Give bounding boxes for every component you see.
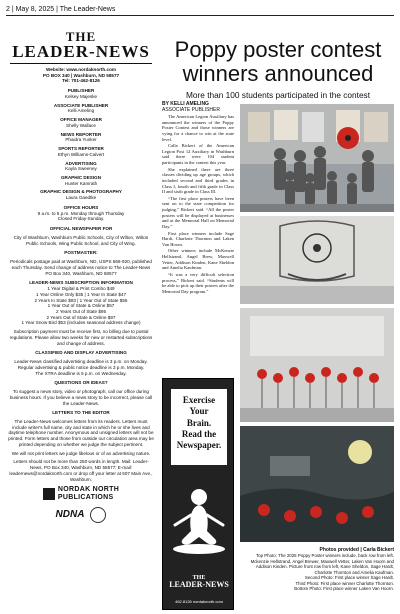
- article-paragraph: “The first place posters have been sent on to the state competition for judging,” Bickert said. “All the poster posters will be displayed at businesses and at the Memorial Hall on Memorial Day.”: [162, 195, 234, 229]
- byline-role: ASSOCIATE PUBLISHER: [162, 107, 220, 113]
- nordak-logo-text: [58, 486, 119, 501]
- article-paragraph: “It was a very difficult selection process,” Bickert said. “Students will be able to pick up their posters after the Memorial Day program.”: [162, 271, 234, 294]
- nordak-line: PUBLICATIONS: [57, 493, 114, 501]
- classified-advertising: [6, 350, 156, 376]
- byline-name: BY KELLI AMELING: [162, 101, 209, 107]
- staff-graphic-design-photography: [6, 189, 156, 200]
- section-text: Leader-News classified advertising deadline is 3 p.m. on Monday. Regular advertising & public notice deadline is 3 p.m. Monday.: [14, 359, 148, 370]
- masthead-rule: [10, 63, 152, 64]
- staff-name: Ethyn Williams-Calvert: [57, 151, 105, 157]
- ad-brand-the: THE: [192, 575, 206, 581]
- caption-third: Third Photo: First place winner Charlotte Thornton.: [295, 580, 394, 586]
- seal-icon: [90, 507, 106, 523]
- article-deck: More than 100 students participated in the contest: [185, 90, 371, 100]
- poster-illustration: [240, 216, 394, 304]
- section-title: OFFICE HOURS: [63, 204, 99, 210]
- section-text: Periodicals postage paid at Washburn, ND, USPS 666-920, published each Thursday. Send change of address notice to The Leader-News PO Box 340, Washburn, ND 58577: [10, 259, 152, 276]
- official-newspaper: [6, 226, 156, 246]
- ad-brand: [163, 575, 235, 589]
- photo-first-place-laken-van-hoorn: [240, 426, 394, 542]
- masthead-address: PO BOX 340 | Washburn, ND 58577: [42, 72, 120, 78]
- folio-text: 2 | May 8, 2025 | The Leader-News: [6, 6, 116, 13]
- section-text: We will not print letters we judge libelous or of an advertising nature.: [11, 450, 151, 456]
- section-title: QUESTIONS OR IDEAS?: [54, 380, 108, 386]
- office-hours: [6, 205, 156, 222]
- section-title: LETTERS TO THE EDITOR: [52, 410, 110, 416]
- photo-first-place-charlotte-thornton: [240, 308, 394, 422]
- subscription-line: 2 Years Out of State $95: [55, 308, 107, 314]
- photo-group-winners: [240, 104, 394, 212]
- staff-name: Kelsey Majeske: [64, 93, 98, 99]
- poster-illustration: [240, 308, 394, 422]
- nordak-north-logo: [6, 486, 156, 501]
- staff-role: ADVERTISING: [65, 160, 97, 166]
- association-badges: [6, 507, 156, 523]
- article-headline: Poppy poster contest winners announced: [174, 37, 382, 87]
- masthead-column: [6, 18, 156, 610]
- house-ad[interactable]: [162, 378, 234, 610]
- section-title: POSTMASTER:: [64, 250, 98, 256]
- article-paragraph: First place winners include Sage Hardt, Charlotte Thornton and Laken Van Hoorn.: [162, 230, 234, 247]
- ad-message-card: [171, 389, 227, 465]
- photo-credit: Photos provided | Carla Bickert: [319, 547, 394, 553]
- subscription-line: 1 Year Digital & Print Combo $49: [47, 286, 115, 292]
- staff-name: Hunter Kamrath: [64, 180, 98, 186]
- article-paragraph: She explained there are three classes dividing up age groups, which included second and third grades in Class I, fourth and fifth grade in Class II and sixth grade in Class III.: [162, 166, 234, 195]
- staff-role: OFFICE MANAGER: [60, 117, 102, 123]
- article-paragraph: Calla Bickert of the American Legion Post 12 Auxiliary in Washburn said there were 104 student participants in the contest this year.: [162, 143, 234, 165]
- ad-line: Read the: [181, 428, 217, 439]
- subscription-line: 2 Years In State $83 | 1 Year Out of State $55: [34, 297, 128, 303]
- poster-illustration: [240, 426, 394, 542]
- staff-role: SPORTS REPORTER: [58, 146, 104, 152]
- ad-line: Newspaper.: [176, 440, 222, 450]
- section-text: The XTRA deadline is 5 p.m. on Wednesday.: [35, 370, 127, 376]
- section-text: City of Washburn, Washburn Public Schools, City of Wilton, Wilton Public Schools, Wing Public School, and City of Wing.: [13, 234, 149, 246]
- staff-role: NEWS REPORTER: [60, 131, 102, 137]
- caption-second: Second Photo: First place winner Sage Hardt.: [304, 575, 394, 581]
- staff-role: GRAPHIC DESIGN & PHOTOGRAPHY: [40, 189, 122, 195]
- staff-associate-publisher: [6, 103, 156, 114]
- nordak-line: NORDAK NORTH: [57, 486, 120, 494]
- masthead-website: Website: www.nordaknorth.com: [46, 67, 116, 72]
- caption-bottom: Bottom Photo: First place winner Laken Van Hoorn.: [294, 586, 394, 592]
- ndna-logo: NDNA: [55, 508, 85, 520]
- subscription-line: 1 Year Snow Bird $53 (includes seasonal address change): [21, 320, 141, 326]
- subscription-line: 2 Years Out of State & Online $97: [46, 314, 116, 320]
- section-text: To suggest a news story, video or photograph, call our office during business hours. If you believe a news story to be incorrect, please call the Leader-News.: [9, 389, 153, 406]
- staff-sports-reporter: [6, 146, 156, 157]
- staff-graphic-design: [6, 175, 156, 186]
- staff-publisher: [6, 88, 156, 99]
- nordak-logo-icon: [43, 488, 55, 500]
- ad-line: Brain.: [186, 417, 212, 428]
- staff-name: Kayla Sweeney: [65, 166, 97, 172]
- section-text: Letters should not be more than 250 words in length. Mail: Leader-News, PO Box 340, Washburn, ND 58577; E-mail: leadernews@nordaknorth.com or drop off your letter at 607 Main Ave., Washburn.: [9, 459, 153, 482]
- group-photo-illustration: [240, 104, 394, 212]
- subscription-line: 1 Year Out of State & Online $57: [47, 303, 115, 309]
- staff-role: PUBLISHER: [67, 88, 95, 94]
- meditating-figure-icon: [163, 475, 235, 569]
- staff-role: GRAPHIC DESIGN: [60, 175, 102, 181]
- ad-line: Exercise: [182, 395, 216, 405]
- ad-brand-name: LEADER-NEWS: [169, 580, 229, 589]
- ad-line: Your: [189, 406, 209, 417]
- office-hours-line: 9 a.m. to 5 p.m. Monday through Thursday: [37, 210, 125, 216]
- staff-news-reporter: [6, 132, 156, 143]
- photo-first-place-sage-hardt: [240, 216, 394, 304]
- staff-name: Kelli Ameling: [67, 108, 95, 114]
- caption-text: Top Photo: The 2025 Poppy Poster winners include, back row from left, Mckenzie Hellstrand, Angel Brewer, Maxwell Vetter, Laken Van Hoorn and Addison Kinden. Picture front row from left, Kane Sheldon, Sage Hardt, Charlotte Thornton and Amelia Kaufman.: [250, 553, 394, 575]
- staff-name: Shelly Wallace: [66, 122, 96, 128]
- staff-office-manager: [6, 117, 156, 128]
- staff-name: Phaidra Yunker: [65, 137, 97, 143]
- postmaster: [6, 250, 156, 276]
- section-text: The Leader-News welcomes letters from its readers. Letters must include writer's full name, city and state in which he or she lives and daytime telephone number. Anonymous and unsigned letters will not be printed. Form letters and those from outside our circulation area may be printed depending on whether we judge the subject pertinent.: [8, 418, 154, 447]
- section-title: LEADER-NEWS SUBSCRIPTION INFORMATION: [29, 280, 133, 286]
- masthead-phone: Tel: 701-462-8126: [62, 78, 100, 84]
- page-folio: [6, 4, 394, 16]
- subscription-info: [6, 280, 156, 346]
- section-title: CLASSIFIED AND DISPLAY ADVERTISING: [35, 350, 127, 356]
- masthead-logo: LEADER-NEWS: [12, 42, 150, 61]
- section-title: OFFICIAL NEWSPAPER FOR: [49, 226, 113, 232]
- article-paragraph: The American Legion Auxiliary has announced the winners of the Poppy Poster Contest and those winners are vying for a chance to win at the state level.: [162, 114, 234, 142]
- letters-to-editor: [6, 410, 156, 482]
- subscription-line: 1 Year Online Only $35 | 1 Year In State $47: [35, 291, 127, 297]
- staff-advertising: [6, 161, 156, 172]
- questions-ideas: [6, 380, 156, 406]
- article-body: [162, 114, 234, 295]
- office-hours-line: Closed Friday-Sunday.: [57, 216, 105, 222]
- staff-name: Laura Gaedtke: [65, 195, 97, 201]
- article-paragraph: Other winners include McKenzie Hellstrand, Angel Brew, Maxwell Vetter, Addison Kinden, Kane Sheldon and Amelia Kaufman.: [162, 248, 234, 271]
- masthead-the: THE: [65, 29, 97, 44]
- staff-role: ASSOCIATE PUBLISHER: [53, 102, 109, 108]
- photo-caption: [240, 547, 394, 592]
- ad-contact: 462.8126 nordaknorth.com: [175, 599, 223, 604]
- subscription-note: Subscription payment must be receive first, no billing due to postal regulations. Please allow two weeks for new or restarted subscriptions and change of address.: [9, 329, 153, 346]
